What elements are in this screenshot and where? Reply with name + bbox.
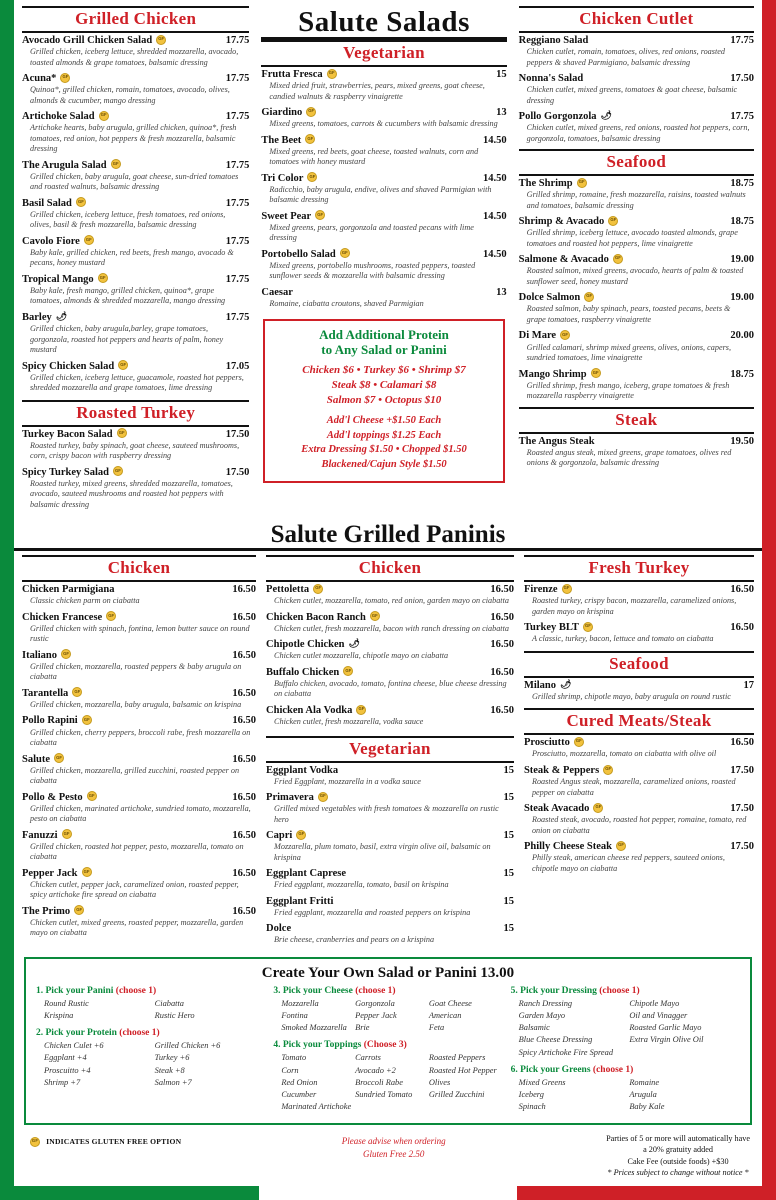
cyo-step-2-list: Chicken Culet +6 Grilled Chicken +6 Eggplant +4 Turkey +6 Proscuitto +4 Steak +8 Shrimp +7 Salmon +7 [44, 1041, 221, 1087]
paninis-center-column [266, 555, 514, 951]
gluten-free-icon [584, 292, 594, 302]
cyo-step-4-list: Tomato Carrots Roasted Peppers Corn Avocado +2 Roasted Hot Pepper Red Onion Broccoli Rabe Olives Cucumber Sundried Tomato Grilled Zucchini Marinated Artichoke [281, 1053, 497, 1112]
gluten-free-icon [111, 159, 121, 169]
menu-item: Pepper Jack GF 16.50 Chicken cutlet, pepper jack, caramelized onion, roasted pepper, spicy artichoke fire spread on ciabatta [22, 868, 256, 901]
menu-item: Steak & Peppers GF 17.50 Roasted Angus steak, mozzarella, caramelized onions, roasted pepper on ciabatta [524, 765, 754, 798]
gluten-free-icon [577, 178, 587, 188]
menu-item: Reggiano Salad 17.75 Chicken cutlet, romain, tomatoes, olives, red onions, roasted peppers & shaved Parmigiano, balsamic dressing [518, 35, 754, 67]
section-title-text: Seafood [606, 152, 667, 172]
gluten-free-icon [156, 35, 166, 45]
flag-bar-right [762, 0, 776, 1200]
menu-item: Nonna's Salad 17.50 Chicken cutlet, mixed greens, tomatoes & goat cheese, balsamic dressing [518, 73, 754, 105]
gluten-free-icon [117, 428, 127, 438]
gluten-free-icon [62, 829, 72, 839]
steak-salad-items [519, 436, 754, 469]
paninis-left-column [22, 555, 256, 951]
menu-item: Buffalo Chicken GF 16.50 Buffalo chicken, avocado, tomato, fontina cheese, blue cheese dressing on ciabatta [266, 667, 514, 700]
menu-item: Di Mare GF 20.00 Grilled calamari, shrimp mixed greens, olives, onions, capers, sundried tomatoes, lime vinaigrette [519, 330, 754, 363]
create-your-own-title: Create Your Own Salad or Panini 13.00 [261, 964, 515, 981]
menu-item: Caesar 13 Romaine, ciabatta croutons, shaved Parmigian [261, 286, 507, 308]
section-fresh-turkey [524, 555, 754, 582]
spicy-icon: 🌶 [348, 638, 360, 649]
cyo-step-2-head: 2. Pick your Protein (choose 1) [36, 1028, 160, 1039]
menu-item: Sweet Pear GF 14.50 Mixed greens, pears, gorgonzola and toasted pecans with lime dressing [261, 211, 506, 244]
section-title-text: Chicken Cutlet [579, 9, 694, 28]
section-title-text: Chicken [358, 558, 422, 578]
gluten-free-icon [583, 622, 593, 632]
section-chicken-cutlet [519, 6, 754, 33]
page-title: Salute Salads [261, 6, 506, 40]
section-steak-salads [519, 407, 754, 434]
menu-item: The Angus Steak 19.50 Roasted angus steak, mixed greens, grape tomatoes, olives red onions & gorgonzola, balsamic dressing [518, 435, 754, 468]
section-title-text: Vegetarian [343, 43, 425, 62]
menu-item: Milano 🌶 17 Grilled shrimp, chipotle mayo, baby arugula on round rustic [523, 678, 754, 701]
gluten-free-icon [318, 792, 328, 802]
gluten-free-icon [560, 330, 570, 340]
section-cured-meats-steak [524, 708, 754, 735]
menu-item: Chicken Parmigiana 16.50 Classic chicken parm on ciabatta [22, 584, 257, 606]
menu-item: Frutta Fresca GF 15 Mixed dried fruit, strawberries, pears, mixed greens, goat cheese, candied walnuts & raspberry vinaigrette [261, 69, 506, 102]
menu-item: Dolce 15 Brie cheese, cranberries and pears on a krispina [266, 923, 514, 945]
gluten-free-icon [343, 666, 353, 676]
menu-item: The Shrimp GF 18.75 Grilled shrimp, romaine, fresh mozzarella, raisins, toasted walnuts and tomatoes, balsamic dressing [519, 178, 754, 211]
panini-cured-items [524, 737, 754, 874]
section-title-text: Steak [615, 409, 658, 429]
gluten-free-legend: GF INDICATES GLUTEN FREE OPTION [26, 1131, 181, 1147]
menu-item: Portobello Salad GF 14.50 Mixed greens, portobello mushrooms, roasted peppers, toasted sunflower seeds & mozzarella with balsamic dressing [261, 249, 506, 282]
menu-item: Giardino GF 13 Mixed greens, tomatoes, carrots & cucumbers with balsamic dressing [261, 107, 506, 130]
cyo-column-3 [511, 986, 740, 1114]
gluten-free-icon [118, 360, 128, 370]
menu-item: Fanuzzi GF 16.50 Grilled chicken, roasted hot pepper, pesto, mozzarella, tomato on ciabatta [22, 830, 256, 863]
menu-item: Avocado Grill Chicken Salad GF 17.75 Grilled chicken, iceberg lettuce, shredded mozzarella, avocado, toasted almonds & grape tomatoes, balsamic dressing [22, 35, 249, 68]
gluten-free-icon [106, 611, 116, 621]
section-vegetarian-salads [261, 40, 506, 67]
roasted-turkey-items [22, 429, 249, 511]
gluten-free-icon [327, 69, 337, 79]
gluten-free-icon [98, 273, 108, 283]
cyo-step-4-head: 4. Pick your Toppings (Choose 3) [273, 1040, 407, 1051]
gluten-free-icon [82, 715, 92, 725]
menu-item: Spicy Turkey Salad GF 17.50 Roasted turkey, mixed greens, shredded mozzarella, tomatoes, avocado, sauteed mushrooms and roasted hot peppers with balsamic dressing [22, 467, 249, 511]
menu-item: Steak Avacado GF 17.50 Roasted steak, avocado, roasted hot pepper, romaine, tomato, red onion on ciabatta [524, 803, 754, 836]
cyo-column-2 [273, 986, 502, 1114]
gluten-free-icon [76, 197, 86, 207]
policy-notes: Parties of 5 or more will automatically have a 20% gratuity added Cake Fee (outside foods) +$30 * Prices subject to change without notice * [606, 1134, 750, 1177]
paninis-right-column [524, 555, 754, 951]
menu-item: Chicken Ala Vodka GF 16.50 Chicken cutlet, fresh mozzarella, vodka sauce [266, 705, 514, 728]
menu-item: Mango Shrimp GF 18.75 Grilled shrimp, fresh mango, iceberg, grape tomatoes & fresh mozzarella raspberry vinaigrette [519, 369, 754, 402]
menu-item: Turkey Bacon Salad GF 17.50 Roasted turkey, baby spinach, goat cheese, sauteed mushrooms, corn, crispy bacon with raspberry dressing [22, 429, 249, 462]
gluten-free-icon [61, 649, 71, 659]
gluten-free-icon [60, 73, 70, 83]
gluten-free-icon [87, 791, 97, 801]
salads-center-column [261, 6, 506, 515]
section-grilled-chicken [22, 6, 249, 33]
gluten-free-icon [82, 867, 92, 877]
gluten-free-icon [593, 803, 603, 813]
gluten-free-icon [84, 235, 94, 245]
section-seafood-salads [519, 149, 754, 176]
menu-item: Italiano GF 16.50 Grilled chicken, mozzarella, roasted peppers & baby arugula on ciabatta [22, 650, 256, 683]
gluten-free-icon [99, 111, 109, 121]
spicy-icon: 🌶 [560, 678, 572, 689]
menu-item: Shrimp & Avacado GF 18.75 Grilled shrimp, iceberg lettuce, avocado toasted almonds, grape tomatoes and roasted hot peppers, lime vinaigrette [519, 216, 754, 249]
gluten-free-icon [306, 107, 316, 117]
menu-item: Philly Cheese Steak GF 17.50 Philly steak, american cheese red peppers, sauteed onions, chipotle mayo on ciabatta [524, 841, 754, 874]
section-roasted-turkey [22, 400, 249, 427]
footer [14, 1125, 762, 1177]
salads-left-column [22, 6, 249, 515]
paninis-section [14, 551, 762, 951]
gluten-free-icon [305, 134, 315, 144]
gluten-free-icon [616, 841, 626, 851]
gluten-free-icon [608, 216, 618, 226]
menu-item: Pollo Gorgonzola 🌶 17.75 Chicken cutlet, mixed greens, red onions, roasted hot peppers, corn, gorgonzola, tomatoes, balsamic dressing [518, 110, 754, 143]
menu-item: Prosciutto GF 16.50 Prosciutto, mozzarella, tomato on ciabatta with olive oil [524, 737, 754, 760]
gluten-free-icon [603, 765, 613, 775]
menu-page [14, 0, 762, 1200]
menu-item: Acuna* GF 17.75 Quinoa*, grilled chicken, romain, tomatoes, avocado, olives, almonds & cucumber, mango dressing [22, 73, 249, 106]
menu-item: Chicken Francese GF 16.50 Grilled chicken with spinach, fontina, lemon butter sauce on round rustic [22, 612, 256, 645]
menu-item: Pollo & Pesto GF 16.50 Grilled chicken, marinated artichoke, sundried tomato, mozzarella, pesto on ciabatta [22, 792, 256, 825]
menu-item: Firenze GF 16.50 Roasted turkey, crispy bacon, mozzarella, caramelized onions, garden mayo on krispina [524, 584, 754, 617]
menu-item: Chipotle Chicken 🌶 16.50 Chicken cutlet mozzarella, chipotle mayo on ciabatta [266, 638, 514, 661]
cyo-column-1 [36, 986, 265, 1114]
menu-item: Pollo Rapini GF 16.50 Grilled chicken, cherry peppers, broccoli rabe, fresh mozzarella on ciabatta [22, 715, 256, 748]
salads-section [14, 0, 762, 515]
add-protein-box: Add Additional Protein to Any Salad or Panini Chicken $6 • Turkey $6 • Shrimp $7 Steak $8 • Calamari $8 Salmon $7 • Octopus $10 Add'l Cheese +$1.50 Each Add'l toppings $1.25 Each Extra Dressing $1.50 • Chopped $1.50 Blackened/Cajun Style $1.50 [263, 319, 504, 482]
section-title-text: Grilled Chicken [75, 9, 197, 28]
menu-item: Tropical Mango GF 17.75 Baby kale, fresh mango, grilled chicken, quinoa*, grape tomatoes, almonds & shredded mozzarella, mango dressing [22, 274, 249, 307]
menu-item: Tarantella GF 16.50 Grilled chicken, mozzarella, baby arugula, balsamic on krispina [22, 688, 256, 711]
gluten-free-icon [562, 584, 572, 594]
menu-item: Turkey BLT GF 16.50 A classic, turkey, bacon, lettuce and tomato on ciabatta [524, 622, 754, 645]
cyo-step-3-list: Mozzarella Gorgonzola Goat Cheese Fontina Pepper Jack American Smoked Mozzarella Brie Feta [281, 998, 472, 1033]
gluten-free-icon [307, 172, 317, 182]
section-title-text: Fresh Turkey [588, 558, 690, 578]
gluten-free-icon [54, 753, 64, 763]
section-panini-chicken-center [266, 555, 514, 582]
grilled-chicken-items [22, 35, 249, 394]
menu-item: Chicken Bacon Ranch GF 16.50 Chicken cutlet, fresh mozzarella, bacon with ranch dressing on ciabatta [266, 612, 514, 635]
menu-item: The Beet GF 14.50 Mixed greens, red beets, goat cheese, toasted walnuts, corn and tomatoes with honey mustard [261, 135, 506, 168]
spicy-icon: 🌶 [600, 110, 612, 121]
cyo-step-3-head: 3. Pick your Cheese (choose 1) [273, 985, 396, 996]
menu-item: Salmone & Avacado GF 19.00 Roasted salmon, mixed greens, avocado, hearts of palm & toasted sunflower seed, honey mustard [519, 254, 754, 287]
menu-item: Barley 🌶 17.75 Grilled chicken, baby arugula,barley, grape tomatoes, gorgonzola, roasted hot peppers and hearts of palm, honey mustard [22, 310, 250, 354]
menu-item: The Arugula Salad GF 17.75 Grilled chicken, baby arugula, goat cheese, sun-dried tomatoes and roasted walnuts, balsamic dressing [22, 160, 249, 193]
gluten-free-icon [591, 368, 601, 378]
cyo-step-1-list: Round Rustic Ciabatta Krispina Rustic Hero [44, 998, 195, 1021]
menu-item: Pettoletta GF 16.50 Chicken cutlet, mozzarella, tomato, red onion, garden mayo on ciabatta [266, 584, 514, 607]
section-title-text: Chicken [107, 558, 171, 578]
vegetarian-salad-items [261, 69, 506, 309]
gluten-free-icon [113, 466, 123, 476]
create-your-own-box [24, 957, 752, 1126]
section-title-text: Roasted Turkey [76, 402, 196, 422]
cyo-step-6-head: 6. Pick your Greens (choose 1) [510, 1064, 634, 1075]
menu-item: Primavera GF 15 Grilled mixed vegetables with fresh tomatoes & mozzarella on rustic hero [266, 792, 514, 825]
gluten-free-icon [315, 210, 325, 220]
gluten-free-icon [340, 248, 350, 258]
cyo-step-1-head: 1. Pick your Panini (choose 1) [36, 985, 157, 996]
panini-chicken-center-items [266, 584, 514, 727]
menu-item: Artichoke Salad GF 17.75 Artichoke hearts, baby arugula, grilled chicken, quinoa*, fresh tomatoes, red onion, hot peppers & fresh mozzarella, balsamic dressing [22, 111, 249, 155]
spicy-icon: 🌶 [55, 310, 68, 321]
panini-turkey-items [524, 584, 754, 645]
panini-vegetarian-items [266, 765, 514, 946]
panini-seafood-items [524, 680, 754, 703]
flag-bar-bottom [0, 1186, 776, 1200]
cyo-step-6-list: Mixed Greens Romaine Iceberg Arugula Spinach Baby Kale [518, 1077, 665, 1112]
gluten-free-icon [370, 611, 380, 621]
chicken-cutlet-items [519, 35, 754, 144]
gluten-free-advisory: Please advise when ordering Gluten Free 2.50 [341, 1136, 446, 1159]
menu-item: Cavolo Fiore GF 17.75 Baby kale, grilled chicken, red beets, fresh mango, avocado & pecans, honey mustard [22, 236, 249, 269]
flag-bar-left [0, 0, 14, 1200]
section-title-text: Vegetarian [349, 738, 431, 758]
section-title-text: Seafood [609, 653, 669, 673]
salads-right-column [519, 6, 754, 515]
paninis-title: Salute Grilled Paninis [14, 521, 762, 551]
menu-item: Tri Color GF 14.50 Radicchio, baby arugula, endive, olives and shaved Parmigian with balsamic dressing [261, 173, 506, 206]
menu-item: Salute GF 16.50 Grilled chicken, mozzarella, grilled zucchini, roasted pepper on ciabatta [22, 754, 256, 787]
gluten-free-icon [356, 705, 366, 715]
section-panini-chicken-left [22, 555, 256, 582]
gluten-free-icon [74, 905, 84, 915]
menu-item: Capri GF 15 Mozzarella, plum tomato, basil, extra virgin olive oil, balsamic on krispina [266, 830, 514, 863]
cyo-step-5-head: 5. Pick your Dressing (choose 1) [510, 985, 640, 996]
menu-item: Eggplant Fritti 15 Fried eggplant, mozzarella and roasted peppers on krispina [266, 895, 514, 917]
gluten-free-icon [30, 1137, 40, 1147]
gluten-free-icon [613, 254, 623, 264]
gluten-free-icon [313, 584, 323, 594]
gluten-free-icon [296, 830, 306, 840]
gluten-free-icon [72, 687, 82, 697]
seafood-salad-items [519, 178, 754, 401]
menu-item: Eggplant Caprese 15 Fried eggplant, mozzarella, tomato, basil on krispina [266, 868, 514, 890]
panini-chicken-left-items [22, 584, 256, 939]
menu-item: Dolce Salmon GF 19.00 Roasted salmon, baby spinach, pears, toasted pecans, beets & grape tomatoes, raspberry vinaigrette [519, 292, 754, 325]
menu-item: Basil Salad GF 17.75 Grilled chicken, iceberg lettuce, fresh tomatoes, red onions, olives, basil & fresh mozzarella, balsamic dressing [22, 198, 249, 231]
section-panini-seafood [524, 651, 754, 678]
gluten-free-icon [574, 737, 584, 747]
menu-item: Eggplant Vodka 15 Fried Eggplant, mozzarella in a vodka sauce [266, 764, 514, 786]
section-title-text: Cured Meats/Steak [566, 711, 712, 731]
menu-item: The Primo GF 16.50 Chicken cutlet, mixed greens, roasted pepper, mozzarella, garden mayo on ciabatta [22, 906, 256, 939]
menu-item: Spicy Chicken Salad GF 17.05 Grilled chicken, iceberg lettuce, guacamole, roasted hot peppers, shredded mozzarella and grape tomatoes, lime dressing [22, 361, 249, 394]
cyo-step-5-list: Ranch Dressing Chipotle Mayo Garden Mayo Oil and Vinagger Balsamic Roasted Garlic Mayo Blue Cheese Dressing Extra Virgin Olive Oil Spicy Artichoke Fire Spread [518, 998, 704, 1057]
section-panini-vegetarian [266, 736, 514, 763]
